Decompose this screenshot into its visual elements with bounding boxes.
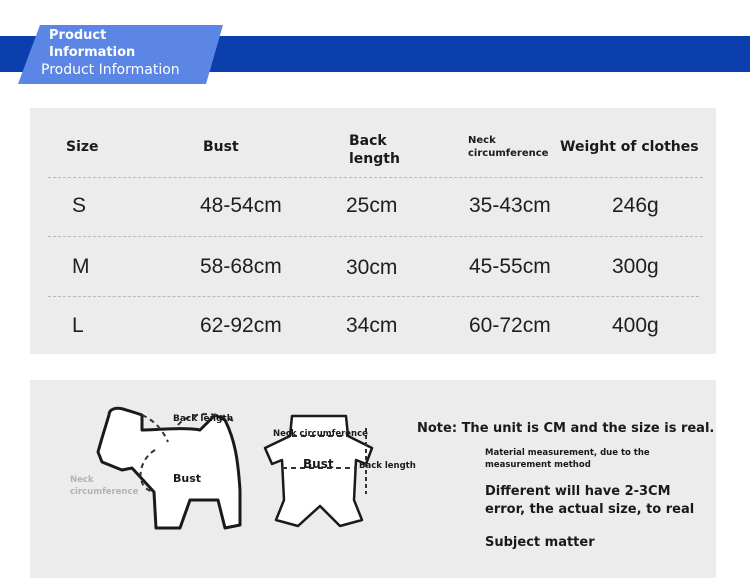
size-cell: M — [72, 255, 90, 278]
shirt-bust-label: Bust — [303, 457, 334, 471]
bust-cell: 62-92cm — [200, 314, 282, 337]
back-length-cell: 30cm — [346, 256, 398, 279]
shirt-neck-label: Neck circumference — [273, 429, 368, 439]
product-info-badge — [18, 25, 223, 84]
bust-cell: 58-68cm — [200, 255, 282, 278]
note-material: Material measurement, due to the measurement method — [485, 448, 650, 470]
weight-cell: 400g — [612, 314, 659, 337]
dog-bust-label: Bust — [173, 472, 202, 485]
note-subject: Subject matter — [485, 535, 595, 550]
dog-neck-label: Neck circumference — [70, 475, 139, 497]
dog-illustration — [98, 408, 240, 528]
size-cell: L — [72, 314, 84, 337]
neck-cell: 35-43cm — [469, 194, 551, 217]
note-heading: Note: The unit is CM and the size is real. — [417, 421, 715, 436]
size-cell: S — [72, 194, 87, 217]
row-divider — [48, 177, 703, 178]
column-header-weight: Weight of clothes — [560, 139, 699, 155]
shirt-back-length-label: Back length — [359, 461, 416, 471]
badge-subtitle: Product Information — [41, 62, 180, 78]
back-length-cell: 25cm — [346, 194, 398, 217]
column-header-bust: Bust — [203, 139, 239, 155]
neck-cell: 45-55cm — [469, 255, 551, 278]
badge-title: Product Information — [49, 28, 136, 60]
column-header-size: Size — [66, 139, 99, 155]
row-divider — [48, 236, 703, 237]
weight-cell: 246g — [612, 194, 659, 217]
row-divider — [48, 296, 699, 297]
bust-cell: 48-54cm — [200, 194, 282, 217]
note-difference: Different will have 2-3CM error, the actual size, to real — [485, 484, 695, 517]
weight-cell: 300g — [612, 255, 659, 278]
measurement-info-panel — [30, 380, 716, 578]
column-header-neck: Neck circumference — [468, 135, 549, 159]
size-table — [30, 108, 716, 354]
dog-back-length-label: Back length — [173, 414, 234, 424]
back-length-cell: 34cm — [346, 314, 398, 337]
neck-cell: 60-72cm — [469, 314, 551, 337]
column-header-back-length: Back length — [349, 133, 400, 167]
